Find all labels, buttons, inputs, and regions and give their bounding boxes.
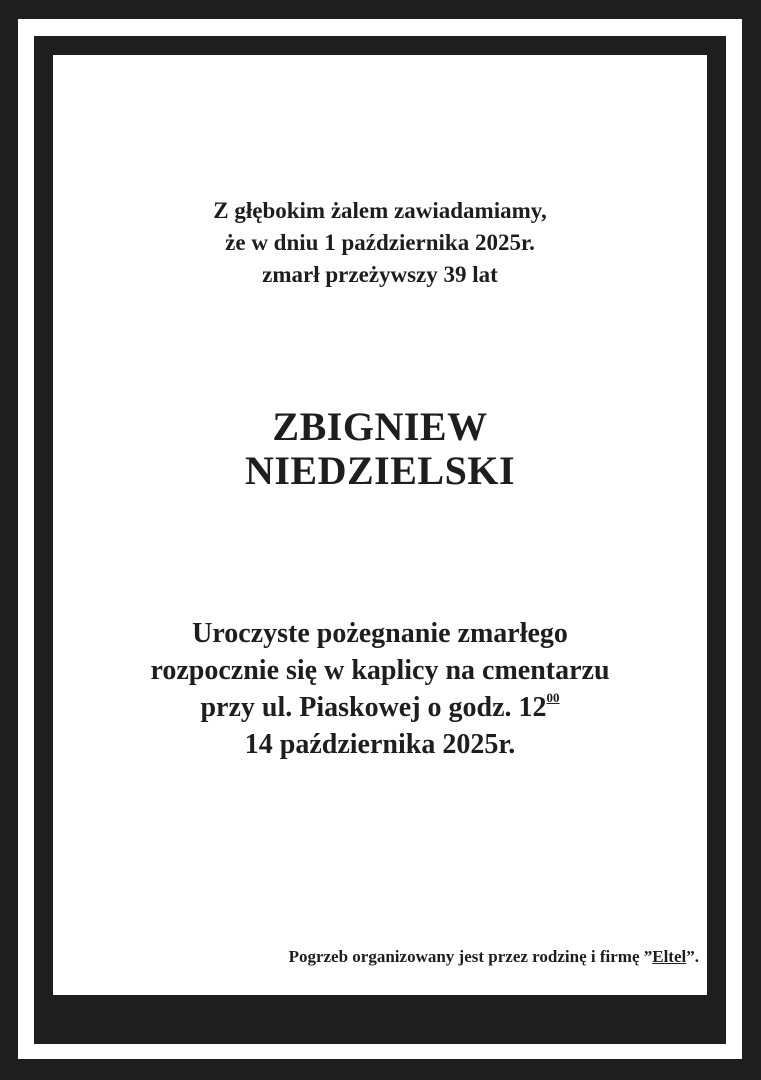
organizer-text: Pogrzeb organizowany jest przez rodzinę i firmę ” — [288, 947, 653, 966]
deceased-last-name: NIEDZIELSKI — [244, 448, 516, 493]
footer-website: www.eltel.ilawa.pl — [339, 1004, 471, 1023]
intro-line-2: że w dniu 1 października 2025r. — [225, 230, 535, 255]
ceremony-time: przy ul. Piaskowej o godz. 12 — [200, 692, 547, 723]
ceremony-info — [53, 615, 707, 763]
organizer-firm: Eltel — [652, 947, 687, 966]
footer-rights: Wszelkie prawa zastrzeżone. — [68, 1004, 265, 1023]
deceased-name — [53, 405, 707, 493]
intro-line-3: zmarł przeżywszy 39 lat — [262, 262, 498, 287]
footer-phone: tel. 502-166-235 — [551, 1004, 666, 1023]
organizer-suffix: ”. — [686, 947, 699, 966]
notice-content — [53, 55, 707, 995]
ceremony-line-2: rozpocznie się w kaplicy na cmentarzu — [150, 655, 610, 686]
intro-line-1: Z głębokim żalem zawiadamiamy, — [213, 198, 547, 223]
ceremony-line-1: Uroczyste pożegnanie zmarłego — [192, 618, 568, 649]
deceased-first-name: ZBIGNIEW — [272, 404, 488, 449]
ceremony-date: 14 października 2025r. — [244, 729, 516, 760]
footer — [0, 1003, 761, 1025]
ceremony-line-3 — [53, 689, 707, 726]
organizer-note — [289, 947, 699, 967]
ceremony-time-minutes: 00 — [546, 690, 560, 705]
intro-text — [53, 195, 707, 291]
